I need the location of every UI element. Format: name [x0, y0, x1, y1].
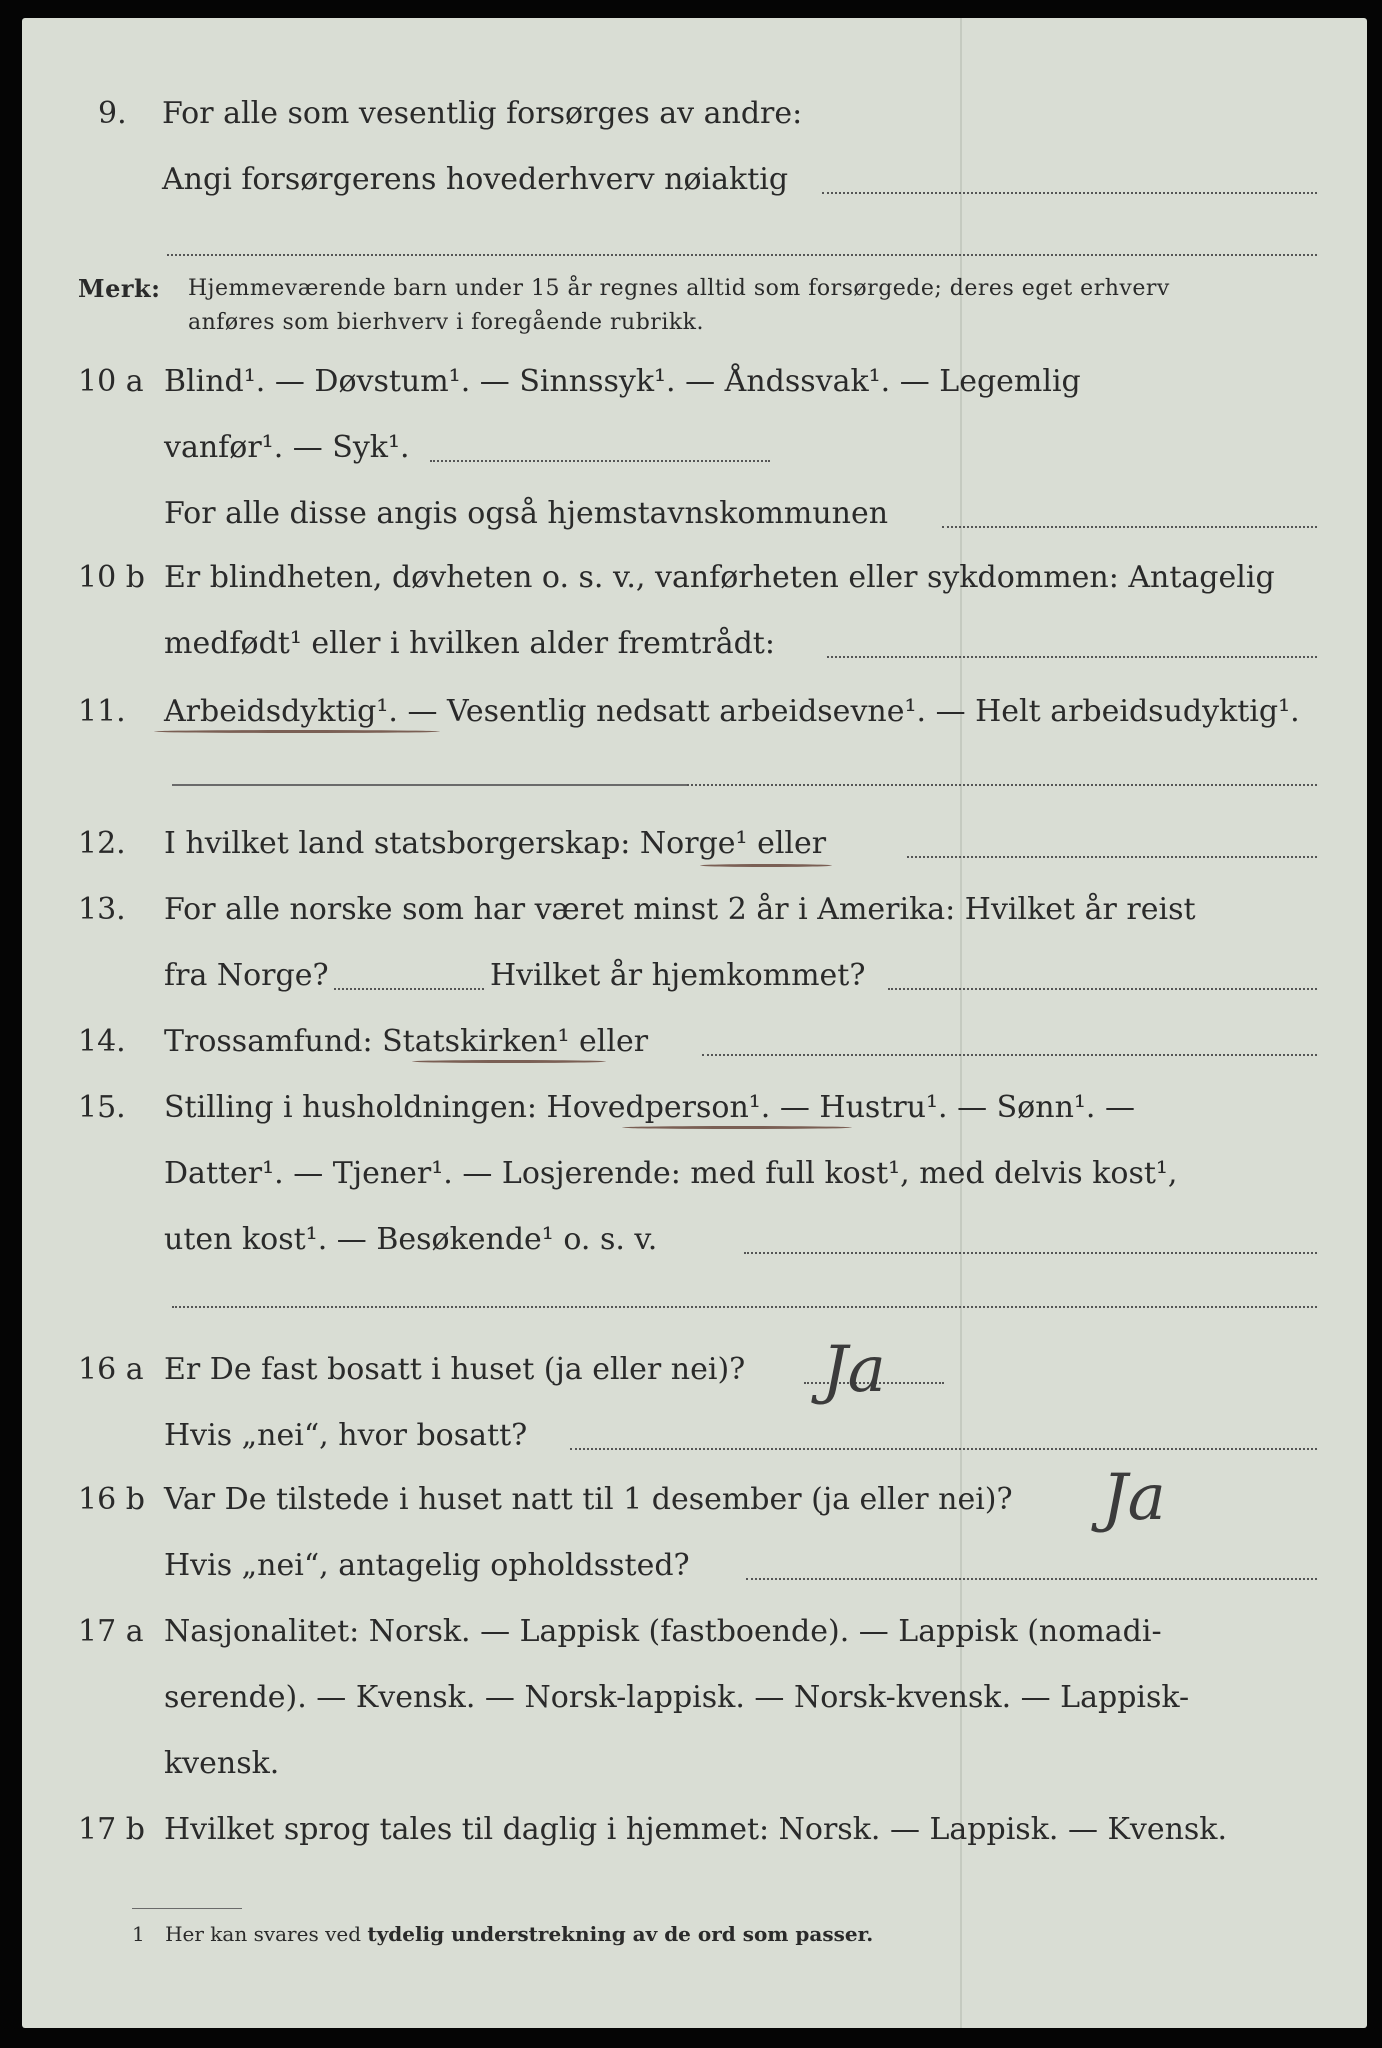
census-form-page	[22, 18, 1367, 2028]
q13-reist-line	[334, 988, 484, 990]
q10a-home-line	[942, 526, 1317, 528]
q13-hjem-line	[888, 988, 1317, 990]
q11-answer-line	[172, 784, 687, 786]
page-fold-line	[960, 18, 962, 2028]
q14-number: 14.	[78, 1024, 126, 1059]
q12-line1: I hvilket land statsborgerskap: Norge¹ eller	[164, 826, 827, 861]
q13-line2a: fra Norge?	[164, 958, 329, 993]
q9-extra-line	[167, 254, 1317, 256]
q14-underline-mark	[412, 1060, 606, 1063]
q11-line1: Arbeidsdyktig¹. — Vesentlig nedsatt arbeidsevne¹. — Helt arbeidsudyktig¹.	[164, 694, 1300, 729]
q15-line2: Datter¹. — Tjener¹. — Losjerende: med full kost¹, med delvis kost¹,	[164, 1156, 1178, 1191]
q15-answer-line	[744, 1252, 1317, 1254]
footnote-text-a: Her kan svares ved	[165, 1922, 362, 1946]
footnote-mark: 1	[132, 1922, 145, 1946]
q10a-line3: For alle disse angis også hjemstavnskommunen	[164, 496, 889, 531]
q11-extra-line	[687, 784, 1317, 786]
q16b-line2: Hvis „nei“, antagelig opholdssted?	[164, 1548, 690, 1583]
q17b-line1: Hvilket sprog tales til daglig i hjemmet: Norsk. — Lappisk. — Kvensk.	[164, 1812, 1228, 1847]
q14-line1: Trossamfund: Statskirken¹ eller	[164, 1024, 649, 1059]
merk-line2: anføres som bierhverv i foregående rubrikk.	[188, 310, 705, 335]
q15-line1: Stilling i husholdningen: Hovedperson¹. — Hustru¹. — Sønn¹. —	[164, 1090, 1135, 1125]
footnote-text-b: tydelig understrekning av de ord som passer.	[367, 1922, 874, 1946]
q12-answer-line	[907, 856, 1317, 858]
q10a-line2: vanfør¹. — Syk¹.	[164, 430, 410, 465]
q16b-number: 16 b	[78, 1482, 145, 1517]
q10b-number: 10 b	[78, 560, 145, 595]
q12-underline-mark	[700, 864, 832, 867]
q10a-line1: Blind¹. — Døvstum¹. — Sinnssyk¹. — Åndssvak¹. — Legemlig	[164, 364, 1081, 399]
footnote-rule	[132, 1908, 242, 1909]
q17a-line1: Nasjonalitet: Norsk. — Lappisk (fastboende). — Lappisk (nomadi-	[164, 1614, 1162, 1649]
q11-number: 11.	[78, 694, 126, 729]
q10b-answer-line	[827, 656, 1317, 658]
q10a-number: 10 a	[78, 364, 144, 399]
q12-number: 12.	[78, 826, 126, 861]
q16a-number: 16 a	[78, 1352, 144, 1387]
q14-answer-line	[702, 1054, 1317, 1056]
q10a-answer-line	[430, 460, 770, 462]
q16a-bosatt-line	[570, 1448, 1317, 1450]
q13-number: 13.	[78, 892, 126, 927]
q16a-line2: Hvis „nei“, hvor bosatt?	[164, 1418, 528, 1453]
merk-label: Merk:	[78, 274, 161, 303]
q15-line3: uten kost¹. — Besøkende¹ o. s. v.	[164, 1222, 658, 1257]
q17a-line3: kvensk.	[164, 1746, 280, 1781]
q17b-number: 17 b	[78, 1812, 145, 1847]
q9-answer-line	[822, 192, 1317, 194]
q15-number: 15.	[78, 1090, 126, 1125]
q11-underline-mark	[154, 730, 440, 733]
q13-line2b: Hvilket år hjemkommet?	[490, 958, 866, 993]
q15-extra-line	[172, 1306, 1317, 1308]
q13-line1: For alle norske som har været minst 2 år i Amerika: Hvilket år reist	[164, 892, 1196, 927]
q16b-line1: Var De tilstede i huset natt til 1 desember (ja eller nei)?	[164, 1482, 1013, 1517]
q17a-number: 17 a	[78, 1614, 144, 1649]
q9-line1: For alle som vesentlig forsørges av andre:	[162, 96, 803, 131]
q16b-opholdssted-line	[746, 1578, 1317, 1580]
q16a-handwritten-answer: Ja	[822, 1333, 886, 1407]
q10b-line1: Er blindheten, døvheten o. s. v., vanførheten eller sykdommen: Antagelig	[164, 560, 1275, 595]
q17a-line2: serende). — Kvensk. — Norsk-lappisk. — Norsk-kvensk. — Lappisk-	[164, 1680, 1190, 1715]
q10b-line2: medfødt¹ eller i hvilken alder fremtrådt:	[164, 626, 775, 661]
footnote	[132, 1922, 873, 1946]
q15-underline-mark	[622, 1126, 852, 1129]
q16a-line1: Er De fast bosatt i huset (ja eller nei)?	[164, 1352, 746, 1387]
q16b-handwritten-answer: Ja	[1102, 1461, 1166, 1535]
q9-line2: Angi forsørgerens hovederhverv nøiaktig	[162, 162, 789, 197]
merk-line1: Hjemmeværende barn under 15 år regnes alltid som forsørgede; deres eget erhverv	[188, 276, 1170, 301]
q9-number: 9.	[98, 96, 127, 131]
